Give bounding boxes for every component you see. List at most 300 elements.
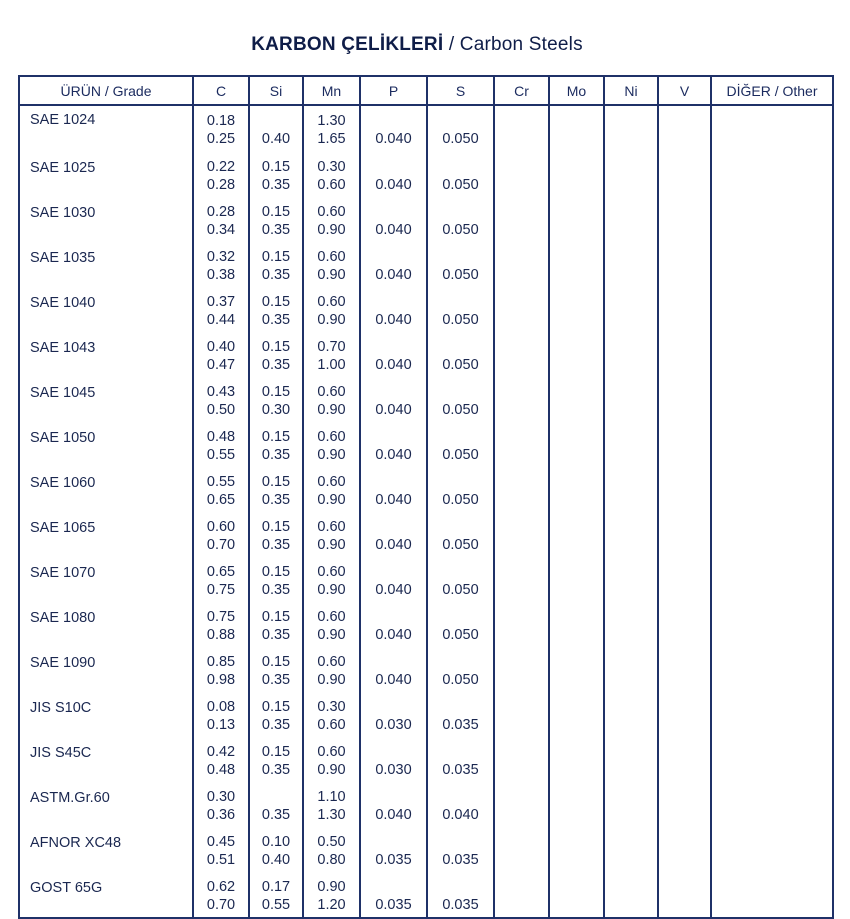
other-cell (711, 740, 833, 785)
c-min-value: 0.28 (206, 204, 236, 220)
si-cell (249, 875, 303, 918)
c-cell (193, 605, 249, 650)
mn-max-value: 0.90 (317, 492, 346, 508)
mn-range (304, 290, 359, 329)
other-cell (711, 335, 833, 380)
c-cell (193, 470, 249, 515)
table-row (19, 875, 833, 918)
mn-min-value: 0.30 (317, 699, 346, 715)
mn-min-value: 0.60 (317, 654, 346, 670)
mn-cell (303, 830, 360, 875)
c-min-value: 0.43 (206, 384, 236, 400)
cr-cell (494, 560, 549, 605)
c-min-value: 0.30 (206, 789, 236, 805)
c-cell (193, 290, 249, 335)
ni-cell (604, 560, 658, 605)
s-cell (427, 830, 494, 875)
s-value: 0.035 (442, 897, 479, 913)
si-min-value: 0.15 (261, 699, 291, 715)
other-cell (711, 380, 833, 425)
ni-cell (604, 335, 658, 380)
grade-cell: SAE 1070 (19, 560, 193, 605)
s-value: 0.050 (442, 222, 479, 238)
grade-cell: ASTM.Gr.60 (19, 785, 193, 830)
si-min-value: 0.15 (261, 519, 291, 535)
c-range (194, 695, 248, 734)
si-max-value: 0.35 (261, 627, 291, 643)
c-min-value: 0.42 (206, 744, 236, 760)
c-cell (193, 875, 249, 918)
mn-max-value: 0.90 (317, 762, 346, 778)
s-cell (427, 105, 494, 155)
s-cell (427, 155, 494, 200)
mn-max-value: 0.90 (317, 267, 346, 283)
v-cell (658, 380, 711, 425)
page-title (0, 34, 834, 56)
mo-cell (549, 105, 604, 155)
si-min-value (250, 112, 302, 130)
c-min-value: 0.40 (206, 339, 236, 355)
c-min-value: 0.32 (206, 249, 236, 265)
ni-cell (604, 425, 658, 470)
si-cell (249, 200, 303, 245)
cr-cell (494, 380, 549, 425)
si-min-value: 0.15 (261, 204, 291, 220)
mn-range (304, 560, 359, 599)
title-turkish: KARBON ÇELİKLERİ (251, 34, 444, 55)
mo-cell (549, 875, 604, 918)
mo-cell (549, 380, 604, 425)
c-cell (193, 515, 249, 560)
si-range (250, 245, 302, 284)
si-max-value: 0.35 (261, 807, 291, 823)
c-min-value: 0.45 (206, 834, 236, 850)
mo-cell (549, 155, 604, 200)
v-cell (658, 290, 711, 335)
s-value: 0.050 (442, 492, 479, 508)
mn-min-value: 0.60 (317, 294, 346, 310)
mo-cell (549, 785, 604, 830)
header-cr: Cr (494, 76, 549, 105)
grade-cell: AFNOR XC48 (19, 830, 193, 875)
cr-cell (494, 155, 549, 200)
cr-cell (494, 875, 549, 918)
v-cell (658, 470, 711, 515)
si-max-value: 0.35 (261, 357, 291, 373)
grade-cell: SAE 1060 (19, 470, 193, 515)
other-cell (711, 200, 833, 245)
c-range (194, 875, 248, 914)
s-value: 0.035 (442, 852, 479, 868)
c-cell (193, 740, 249, 785)
s-cell (427, 380, 494, 425)
mo-cell (549, 335, 604, 380)
si-min-value: 0.15 (261, 744, 291, 760)
p-cell (360, 605, 427, 650)
c-range (194, 335, 248, 374)
mo-cell (549, 650, 604, 695)
p-value: 0.040 (375, 447, 412, 463)
p-cell (360, 245, 427, 290)
si-range (250, 425, 302, 464)
si-range (250, 560, 302, 599)
si-min-value: 0.15 (261, 564, 291, 580)
s-cell (427, 425, 494, 470)
mn-range (304, 830, 359, 869)
p-value: 0.035 (375, 897, 412, 913)
mn-cell (303, 155, 360, 200)
mn-min-value: 0.60 (317, 474, 346, 490)
v-cell (658, 560, 711, 605)
p-value: 0.040 (375, 267, 412, 283)
c-range (194, 560, 248, 599)
c-range (194, 245, 248, 284)
c-cell (193, 380, 249, 425)
mo-cell (549, 245, 604, 290)
si-cell (249, 105, 303, 155)
s-value: 0.050 (442, 312, 479, 328)
c-max-value: 0.70 (206, 537, 236, 553)
c-max-value: 0.44 (206, 312, 236, 328)
other-cell (711, 605, 833, 650)
mo-cell (549, 515, 604, 560)
mo-cell (549, 470, 604, 515)
s-value: 0.035 (442, 762, 479, 778)
other-cell (711, 560, 833, 605)
si-cell (249, 740, 303, 785)
other-cell (711, 650, 833, 695)
p-cell (360, 105, 427, 155)
si-range (250, 290, 302, 329)
mn-max-value: 1.00 (317, 357, 346, 373)
c-min-value: 0.37 (206, 294, 236, 310)
table-row (19, 515, 833, 560)
c-max-value: 0.51 (206, 852, 236, 868)
mn-min-value: 0.60 (317, 519, 346, 535)
other-cell (711, 155, 833, 200)
mn-cell (303, 200, 360, 245)
c-min-value: 0.60 (206, 519, 236, 535)
table-row (19, 605, 833, 650)
carbon-steels-table (18, 75, 834, 919)
mo-cell (549, 605, 604, 650)
si-cell (249, 515, 303, 560)
p-value: 0.040 (375, 807, 412, 823)
mn-max-value: 0.90 (317, 222, 346, 238)
cr-cell (494, 105, 549, 155)
mn-range (304, 605, 359, 644)
other-cell (711, 515, 833, 560)
c-cell (193, 335, 249, 380)
c-max-value: 0.25 (206, 131, 236, 147)
table-row (19, 155, 833, 200)
header-s: S (427, 76, 494, 105)
mn-cell (303, 785, 360, 830)
cr-cell (494, 200, 549, 245)
si-range (250, 380, 302, 419)
grade-cell: SAE 1043 (19, 335, 193, 380)
mo-cell (549, 830, 604, 875)
mn-cell (303, 740, 360, 785)
other-cell (711, 695, 833, 740)
grade-cell: JIS S45C (19, 740, 193, 785)
si-min-value: 0.17 (261, 879, 291, 895)
si-max-value: 0.30 (261, 402, 291, 418)
ni-cell (604, 740, 658, 785)
s-value: 0.040 (442, 807, 479, 823)
s-value: 0.050 (442, 627, 479, 643)
c-max-value: 0.98 (206, 672, 236, 688)
grade-cell: SAE 1080 (19, 605, 193, 650)
s-cell (427, 200, 494, 245)
v-cell (658, 245, 711, 290)
si-max-value: 0.55 (261, 897, 291, 913)
si-max-value: 0.35 (261, 672, 291, 688)
header-c: C (193, 76, 249, 105)
other-cell (711, 470, 833, 515)
mn-max-value: 0.90 (317, 537, 346, 553)
mo-cell (549, 695, 604, 740)
mn-min-value: 0.60 (317, 609, 346, 625)
v-cell (658, 695, 711, 740)
ni-cell (604, 155, 658, 200)
p-value: 0.040 (375, 177, 412, 193)
table-row (19, 105, 833, 155)
mn-cell (303, 560, 360, 605)
s-cell (427, 740, 494, 785)
grade-cell: SAE 1090 (19, 650, 193, 695)
p-cell (360, 425, 427, 470)
c-range (194, 830, 248, 869)
ni-cell (604, 290, 658, 335)
s-value: 0.050 (442, 672, 479, 688)
v-cell (658, 515, 711, 560)
c-max-value: 0.13 (206, 717, 236, 733)
grade-cell: SAE 1040 (19, 290, 193, 335)
si-cell (249, 560, 303, 605)
mn-cell (303, 515, 360, 560)
mn-cell (303, 380, 360, 425)
ni-cell (604, 875, 658, 918)
s-cell (427, 650, 494, 695)
mn-cell (303, 245, 360, 290)
p-cell (360, 740, 427, 785)
cr-cell (494, 515, 549, 560)
mn-min-value: 1.30 (317, 113, 346, 129)
s-value: 0.050 (442, 582, 479, 598)
p-value: 0.040 (375, 222, 412, 238)
si-max-value: 0.35 (261, 447, 291, 463)
ni-cell (604, 470, 658, 515)
header-grade: ÜRÜN / Grade (19, 76, 193, 105)
mn-range (304, 245, 359, 284)
c-max-value: 0.36 (206, 807, 236, 823)
cr-cell (494, 830, 549, 875)
si-range (250, 650, 302, 689)
c-min-value: 0.62 (206, 879, 236, 895)
si-cell (249, 785, 303, 830)
mn-max-value: 0.90 (317, 447, 346, 463)
si-min-value: 0.15 (261, 654, 291, 670)
si-min-value: 0.15 (261, 384, 291, 400)
p-cell (360, 785, 427, 830)
header-other: DİĞER / Other (711, 76, 833, 105)
header-mo: Mo (549, 76, 604, 105)
si-max-value: 0.35 (261, 312, 291, 328)
v-cell (658, 200, 711, 245)
si-min-value: 0.15 (261, 249, 291, 265)
cr-cell (494, 695, 549, 740)
si-max-value: 0.35 (261, 717, 291, 733)
c-max-value: 0.47 (206, 357, 236, 373)
grade-cell: SAE 1035 (19, 245, 193, 290)
mn-max-value: 0.90 (317, 402, 346, 418)
si-range (250, 335, 302, 374)
mn-max-value: 0.60 (317, 717, 346, 733)
other-cell (711, 245, 833, 290)
p-value: 0.040 (375, 402, 412, 418)
mn-cell (303, 650, 360, 695)
v-cell (658, 830, 711, 875)
header-v: V (658, 76, 711, 105)
si-range (250, 109, 302, 148)
si-max-value: 0.40 (261, 131, 291, 147)
si-cell (249, 335, 303, 380)
si-cell (249, 830, 303, 875)
header-ni: Ni (604, 76, 658, 105)
c-range (194, 200, 248, 239)
p-cell (360, 515, 427, 560)
p-value: 0.040 (375, 672, 412, 688)
table-row (19, 380, 833, 425)
table-row (19, 245, 833, 290)
mn-min-value: 0.60 (317, 744, 346, 760)
table-row (19, 650, 833, 695)
p-value: 0.040 (375, 627, 412, 643)
grade-cell: SAE 1065 (19, 515, 193, 560)
s-value: 0.050 (442, 177, 479, 193)
other-cell (711, 105, 833, 155)
c-max-value: 0.88 (206, 627, 236, 643)
p-cell (360, 695, 427, 740)
c-max-value: 0.65 (206, 492, 236, 508)
mn-max-value: 0.90 (317, 582, 346, 598)
si-min-value (250, 788, 302, 806)
cr-cell (494, 740, 549, 785)
other-cell (711, 785, 833, 830)
s-cell (427, 290, 494, 335)
c-cell (193, 830, 249, 875)
s-cell (427, 335, 494, 380)
c-max-value: 0.34 (206, 222, 236, 238)
si-range (250, 785, 302, 824)
v-cell (658, 155, 711, 200)
p-cell (360, 290, 427, 335)
p-value: 0.035 (375, 852, 412, 868)
mn-range (304, 425, 359, 464)
s-value: 0.050 (442, 537, 479, 553)
v-cell (658, 875, 711, 918)
mn-range (304, 695, 359, 734)
p-cell (360, 560, 427, 605)
table-row (19, 470, 833, 515)
c-cell (193, 425, 249, 470)
header-si: Si (249, 76, 303, 105)
s-value: 0.050 (442, 131, 479, 147)
ni-cell (604, 785, 658, 830)
si-cell (249, 650, 303, 695)
mn-range (304, 740, 359, 779)
v-cell (658, 335, 711, 380)
mn-max-value: 0.90 (317, 627, 346, 643)
mn-max-value: 1.20 (317, 897, 346, 913)
p-cell (360, 335, 427, 380)
mn-max-value: 0.60 (317, 177, 346, 193)
c-cell (193, 200, 249, 245)
c-min-value: 0.85 (206, 654, 236, 670)
c-max-value: 0.70 (206, 897, 236, 913)
mo-cell (549, 200, 604, 245)
mn-cell (303, 425, 360, 470)
mn-min-value: 0.70 (317, 339, 346, 355)
c-cell (193, 695, 249, 740)
s-cell (427, 875, 494, 918)
cr-cell (494, 245, 549, 290)
table-row (19, 200, 833, 245)
ni-cell (604, 650, 658, 695)
mn-range (304, 875, 359, 914)
si-range (250, 830, 302, 869)
c-min-value: 0.18 (206, 113, 236, 129)
s-value: 0.050 (442, 447, 479, 463)
s-cell (427, 785, 494, 830)
si-cell (249, 380, 303, 425)
c-range (194, 515, 248, 554)
mn-cell (303, 335, 360, 380)
p-value: 0.040 (375, 312, 412, 328)
p-cell (360, 875, 427, 918)
si-min-value: 0.15 (261, 609, 291, 625)
si-cell (249, 290, 303, 335)
cr-cell (494, 785, 549, 830)
mn-min-value: 0.60 (317, 564, 346, 580)
si-cell (249, 605, 303, 650)
mn-min-value: 0.30 (317, 159, 346, 175)
cr-cell (494, 290, 549, 335)
p-value: 0.040 (375, 492, 412, 508)
c-max-value: 0.48 (206, 762, 236, 778)
c-range (194, 155, 248, 194)
si-cell (249, 245, 303, 290)
mn-cell (303, 875, 360, 918)
si-min-value: 0.15 (261, 429, 291, 445)
si-range (250, 605, 302, 644)
mn-max-value: 0.80 (317, 852, 346, 868)
p-value: 0.030 (375, 762, 412, 778)
p-cell (360, 155, 427, 200)
table-row (19, 695, 833, 740)
c-max-value: 0.28 (206, 177, 236, 193)
c-max-value: 0.50 (206, 402, 236, 418)
ni-cell (604, 830, 658, 875)
si-range (250, 875, 302, 914)
title-english: / Carbon Steels (448, 34, 583, 55)
s-cell (427, 695, 494, 740)
si-max-value: 0.35 (261, 177, 291, 193)
si-max-value: 0.35 (261, 267, 291, 283)
p-cell (360, 470, 427, 515)
s-cell (427, 470, 494, 515)
